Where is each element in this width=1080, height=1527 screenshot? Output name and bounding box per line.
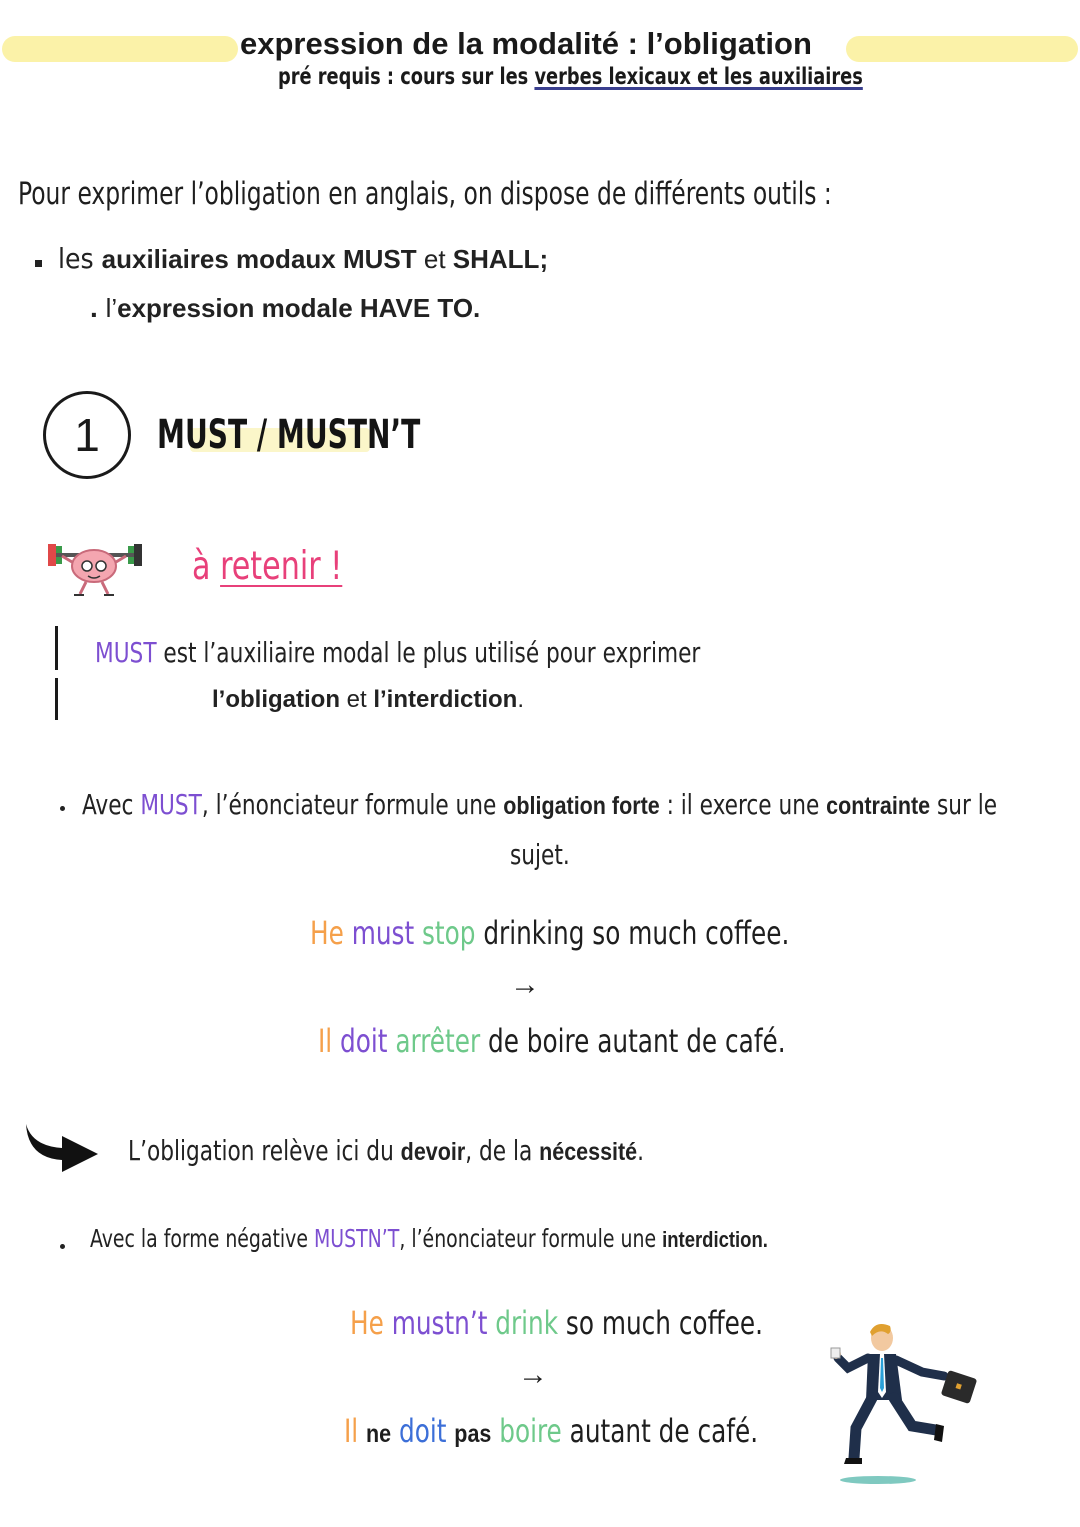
point1-must: MUST [140, 788, 202, 821]
ex1-subject: He [310, 914, 344, 952]
ex2-verb: drink [495, 1304, 559, 1342]
title-highlight-left [2, 36, 238, 62]
intro-text: Pour exprimer l’obligation en anglais, on dispose de différents outils : [18, 176, 832, 212]
bullet-dot-bold: . [90, 292, 106, 323]
ex2-fr-modal: doit [398, 1412, 447, 1450]
example1-french [318, 1022, 786, 1060]
rule-obligation: l’obligation [212, 686, 340, 713]
bullet-dot [60, 806, 65, 811]
rule-must: MUST [95, 636, 157, 669]
item2-end: HAVE TO. [352, 293, 481, 323]
point2-pre: Avec la forme négative [90, 1224, 314, 1253]
point1-pre: Avec [82, 788, 141, 821]
example1-english [310, 914, 789, 952]
prerequisite-link[interactable]: verbes lexicaux et les auxiliaires [534, 64, 863, 90]
point1-line-1 [82, 788, 997, 821]
item2-bold: expression modale [117, 293, 353, 323]
prerequisite-line [278, 64, 863, 90]
note-pre: L’obligation relève ici du [128, 1134, 401, 1167]
intro-item-auxiliaires [58, 242, 548, 275]
bullet-square [35, 260, 42, 267]
ex1-fr-modal: doit [340, 1022, 388, 1060]
ex2-fr-pas: pas [454, 1420, 492, 1448]
item1-must: MUST [335, 244, 417, 274]
page-title: expression de la modalité : l’obligation [240, 26, 812, 61]
point2-mid: , l’énonciateur formule une [399, 1224, 663, 1253]
rule-line-1 [95, 636, 700, 669]
retenir-word: retenir ! [220, 544, 343, 589]
example2-arrow: → [518, 1358, 548, 1391]
ex2-fr-ne: ne [366, 1420, 392, 1448]
ex1-verb: stop [422, 914, 476, 952]
section-title: MUST / MUSTN’T [157, 412, 421, 458]
note-mid: , de la [465, 1134, 540, 1167]
intro-item-have-to [90, 292, 480, 324]
retenir-prefix: à [192, 544, 221, 589]
note-devoir: devoir [400, 1138, 466, 1166]
item1-prefix: les [58, 242, 102, 275]
item2-prefix: l’ [105, 293, 118, 323]
ex2-rest: so much coffee. [558, 1304, 763, 1342]
point2-text [90, 1224, 768, 1253]
title-highlight-right [846, 36, 1078, 62]
point2-interdiction: interdiction. [662, 1227, 768, 1252]
example2-english [350, 1304, 763, 1342]
ex1-fr-verb: arrêter [395, 1022, 481, 1060]
point1-mid: , l’énonciateur formule une [201, 788, 504, 821]
example1-arrow: → [510, 968, 540, 1001]
rule-bar-top [55, 626, 58, 670]
ex1-rest: drinking so much coffee. [475, 914, 790, 952]
example2-french [344, 1412, 758, 1450]
curved-arrow-icon [22, 1112, 102, 1174]
ex1-fr-subject: Il [318, 1022, 333, 1060]
point1-contrainte: contrainte [826, 792, 931, 820]
ex2-subject: He [350, 1304, 384, 1342]
note-text [128, 1134, 644, 1167]
section-number-circle: 1 [43, 391, 131, 479]
ex2-fr-rest: autant de café. [561, 1412, 759, 1450]
point1-end: sur le [930, 788, 998, 821]
bullet-dot [60, 1244, 65, 1249]
ex2-modal: mustn’t [391, 1304, 488, 1342]
brain-weightlifter-icon [44, 536, 144, 598]
rule-et: et [339, 686, 374, 713]
retenir-heading [192, 544, 342, 589]
running-businessman-icon [826, 1318, 986, 1488]
ex2-fr-subject: Il [344, 1412, 359, 1450]
point1-obligation-forte: obligation forte [503, 792, 660, 820]
note-necessite: nécessité [539, 1138, 638, 1166]
ex2-fr-verb: boire [499, 1412, 562, 1450]
rule-text: est l’auxiliaire modal le plus utilisé pour exprimer [156, 636, 701, 669]
rule-interdiction: l’interdiction [373, 686, 518, 713]
point1-line-2: sujet. [510, 838, 570, 871]
ex1-fr-rest: de boire autant de café. [480, 1022, 786, 1060]
point2-mustnt: MUSTN’T [313, 1224, 400, 1253]
rule-line-2 [212, 686, 524, 714]
rule-end: . [517, 686, 525, 713]
item1-et: et [416, 244, 453, 274]
note-end: . [637, 1134, 645, 1167]
point1-mid2: : il exerce une [659, 788, 827, 821]
item1-bold: auxiliaires modaux [101, 244, 336, 274]
item1-shall: SHALL; [452, 244, 549, 274]
rule-bar-bottom [55, 678, 58, 720]
ex1-modal: must [351, 914, 415, 952]
prerequisite-prefix: pré requis : cours sur les [278, 64, 535, 90]
